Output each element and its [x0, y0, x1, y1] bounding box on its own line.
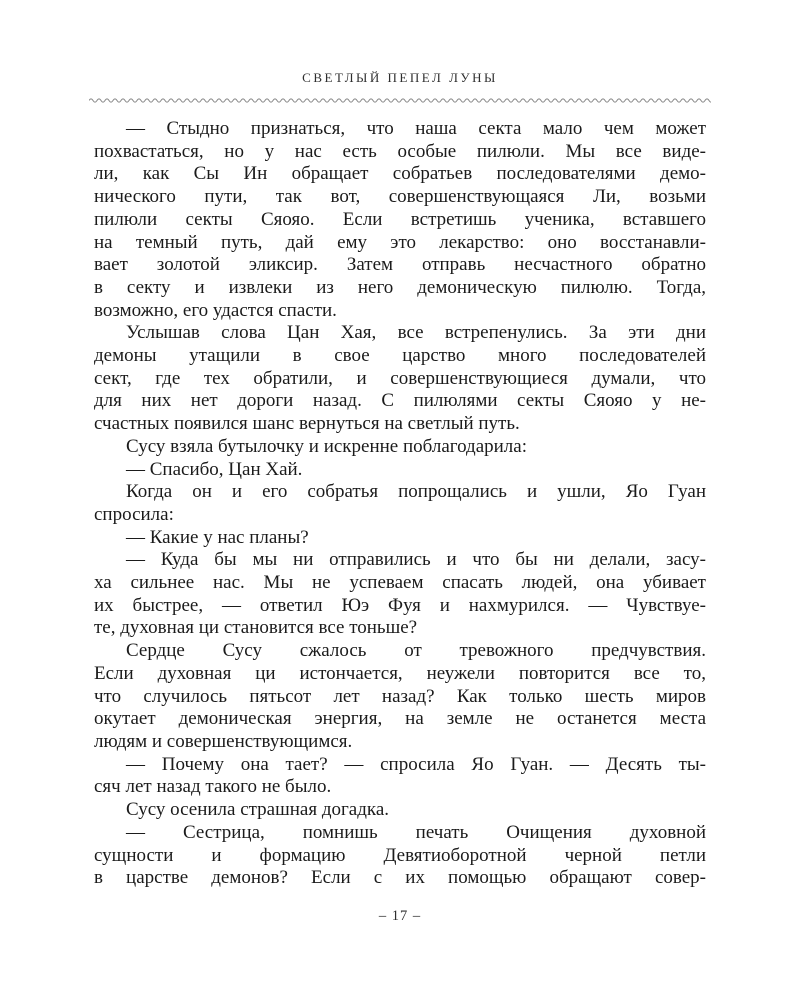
text-line: Услышав слова Цан Хая, все встрепенулись. За эти дни — [126, 322, 706, 344]
text-line: Если духовная ци истончается, неужели повторится все то, — [94, 662, 706, 684]
paragraph — [94, 799, 706, 822]
text-line: на темный путь, дай ему это лекарство: оно восстанавли- — [94, 231, 706, 253]
text-line: пилюли секты Сяояо. Если встретишь ученика, вставшего — [94, 208, 706, 230]
page-number: – 17 – — [378, 908, 422, 924]
text-line: для них нет дороги назад. С пилюлями секты Сяояо у не- — [94, 390, 706, 412]
text-line: Сердце Сусу сжалось от тревожного предчувствия. — [126, 640, 706, 662]
text-line: Когда он и его собратья попрощались и ушли, Яо Гуан — [126, 481, 706, 503]
text-line: — Почему она тает? — спросила Яо Гуан. — Десять ты- — [126, 753, 706, 775]
text-line: вает золотой эликсир. Затем отправь несчастного обратно — [94, 254, 706, 276]
text-body — [94, 118, 706, 890]
text-line: — Спасибо, Цан Хай. — [126, 458, 303, 480]
text-line: сяч лет назад такого не было. — [94, 776, 332, 798]
paragraph — [94, 436, 706, 459]
text-line: те, духовная ци становится все тоньше? — [94, 617, 418, 639]
text-line: — Куда бы мы ни отправились и что бы ни делали, засу- — [126, 549, 706, 571]
paragraph — [94, 822, 706, 890]
paragraph — [94, 754, 706, 799]
paragraph — [94, 118, 706, 322]
paragraph — [94, 459, 706, 482]
text-line: сущности и формацию Девятиоборотной черной петли — [94, 844, 706, 866]
text-line: что случилось пятьсот лет назад? Как только шесть миров — [94, 685, 706, 707]
text-line: возможно, его удастся спасти. — [94, 299, 337, 321]
text-line: людям и совершенствующимся. — [94, 730, 353, 752]
text-line: нического пути, так вот, совершенствующаяся Ли, возьми — [94, 186, 706, 208]
paragraph — [94, 640, 706, 754]
text-line: Сусу осенила страшная догадка. — [126, 799, 390, 821]
text-line: окутает демоническая энергия, на земле не останется места — [94, 708, 706, 730]
text-line: — Сестрица, помнишь печать Очищения духовной — [126, 821, 706, 843]
text-line: в царстве демонов? Если с их помощью обращают совер- — [94, 867, 706, 889]
text-line: ха сильнее нас. Мы не успеваем спасать людей, она убивает — [94, 572, 706, 594]
text-line: в секту и извлеки из него демоническую пилюлю. Тогда, — [94, 276, 706, 298]
text-line: демоны утащили в свое царство много последователей — [94, 345, 706, 367]
wave-divider — [89, 96, 711, 104]
text-line: их быстрее, — ответил Юэ Фуя и нахмурился. — Чувствуе- — [94, 594, 706, 616]
running-head-title: СВЕТЛЫЙ ПЕПЕЛ ЛУНЫ — [302, 70, 498, 85]
text-line: — Стыдно признаться, что наша секта мало чем может — [126, 118, 706, 139]
paragraph — [94, 527, 706, 550]
text-line: — Какие у нас планы? — [126, 526, 309, 548]
paragraph — [94, 549, 706, 640]
text-line: похвастаться, но у нас есть особые пилюли. Мы все виде- — [94, 140, 706, 162]
text-line: счастных появился шанс вернуться на светлый путь. — [94, 413, 520, 435]
paragraph — [94, 322, 706, 436]
text-line: сект, где тех обратили, и совершенствующиеся думали, что — [94, 367, 706, 389]
text-line: спросила: — [94, 503, 174, 525]
text-line: ли, как Сы Ин обращает собратьев последователями демо- — [94, 163, 706, 185]
wave-line-path — [89, 99, 711, 102]
paragraph — [94, 481, 706, 526]
text-line: Сусу взяла бутылочку и искренне поблагодарила: — [126, 435, 527, 457]
